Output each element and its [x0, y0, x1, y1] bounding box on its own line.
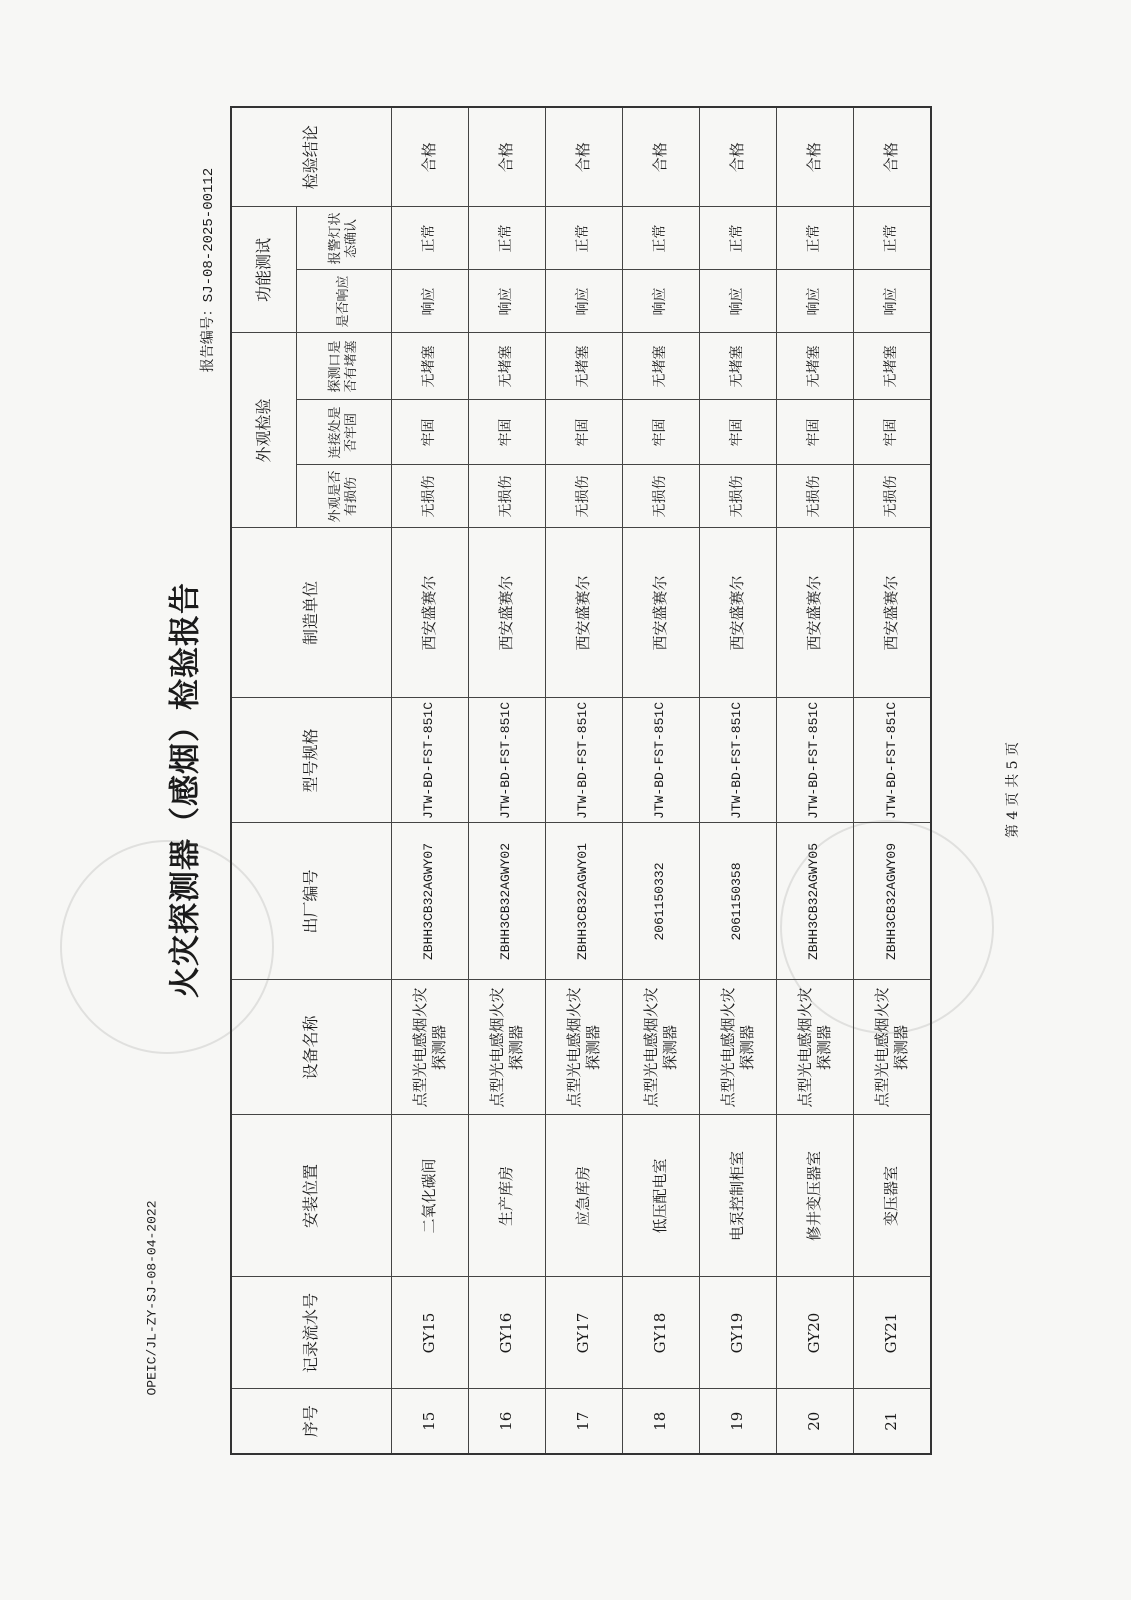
- cell-fn-response: 响应: [391, 270, 468, 333]
- cell-serial: ZBHH3CB32AGWY05: [776, 823, 853, 980]
- cell-app-damage: 无损伤: [391, 465, 468, 528]
- cell-fn-indicator: 正常: [776, 207, 853, 270]
- cell-record-no: GY20: [776, 1277, 853, 1389]
- cell-location: 低压配电室: [622, 1115, 699, 1277]
- cell-model: JTW-BD-FST-851C: [776, 698, 853, 823]
- cell-app-connection: 牢固: [468, 400, 545, 465]
- cell-app-damage: 无损伤: [468, 465, 545, 528]
- header-fn-indicator: 报警灯状态确认: [296, 207, 391, 270]
- cell-location: 修井变压器室: [776, 1115, 853, 1277]
- cell-app-damage: 无损伤: [776, 465, 853, 528]
- header-fn-response: 是否响应: [296, 270, 391, 333]
- cell-record-no: GY18: [622, 1277, 699, 1389]
- table-row: [622, 107, 699, 1454]
- cell-app-blocked: 无堵塞: [776, 333, 853, 400]
- page-number: 第 4 页 共 5 页: [1005, 741, 1021, 839]
- header-app-connection: 连接处是否牢固: [296, 400, 391, 465]
- header-function-group: 功能测试: [231, 207, 296, 333]
- cell-app-blocked: 无堵塞: [468, 333, 545, 400]
- cell-conclusion: 合格: [622, 107, 699, 207]
- cell-record-no: GY21: [853, 1277, 931, 1389]
- table-row: [468, 107, 545, 1454]
- cell-location: 生产库房: [468, 1115, 545, 1277]
- header-serial: 出厂编号: [231, 823, 391, 980]
- header-device-name: 设备名称: [231, 980, 391, 1115]
- cell-seq: 21: [853, 1389, 931, 1454]
- header-seq: 序号: [231, 1389, 391, 1454]
- cell-fn-response: 响应: [853, 270, 931, 333]
- cell-location: 二氧化碳间: [391, 1115, 468, 1277]
- cell-app-connection: 牢固: [545, 400, 622, 465]
- cell-seq: 16: [468, 1389, 545, 1454]
- cell-device-name: 点型光电感烟火灾探测器: [391, 980, 468, 1115]
- cell-record-no: GY16: [468, 1277, 545, 1389]
- cell-seq: 15: [391, 1389, 468, 1454]
- cell-app-connection: 牢固: [776, 400, 853, 465]
- table-row: [699, 107, 776, 1454]
- cell-model: JTW-BD-FST-851C: [391, 698, 468, 823]
- cell-serial: ZBHH3CB32AGWY02: [468, 823, 545, 980]
- cell-fn-response: 响应: [699, 270, 776, 333]
- table-row: [853, 107, 931, 1454]
- cell-serial: ZBHH3CB32AGWY09: [853, 823, 931, 980]
- header-conclusion: 检验结论: [231, 107, 391, 207]
- header-location: 安装位置: [231, 1115, 391, 1277]
- report-number: 报告编号：SJ-08-2025-00112: [201, 167, 217, 373]
- cell-device-name: 点型光电感烟火灾探测器: [622, 980, 699, 1115]
- cell-app-damage: 无损伤: [699, 465, 776, 528]
- cell-conclusion: 合格: [853, 107, 931, 207]
- cell-app-blocked: 无堵塞: [622, 333, 699, 400]
- cell-device-name: 点型光电感烟火灾探测器: [468, 980, 545, 1115]
- table-row: [545, 107, 622, 1454]
- cell-device-name: 点型光电感烟火灾探测器: [699, 980, 776, 1115]
- cell-location: 电泵控制柜室: [699, 1115, 776, 1277]
- table-row: [391, 107, 468, 1454]
- header-appearance-group: 外观检验: [231, 333, 296, 528]
- cell-app-damage: 无损伤: [622, 465, 699, 528]
- cell-seq: 17: [545, 1389, 622, 1454]
- header-record-no: 记录流水号: [231, 1277, 391, 1389]
- cell-model: JTW-BD-FST-851C: [699, 698, 776, 823]
- cell-model: JTW-BD-FST-851C: [622, 698, 699, 823]
- cell-serial: 2061150358: [699, 823, 776, 980]
- cell-seq: 20: [776, 1389, 853, 1454]
- cell-serial: ZBHH3CB32AGWY01: [545, 823, 622, 980]
- cell-location: 应急库房: [545, 1115, 622, 1277]
- cell-model: JTW-BD-FST-851C: [853, 698, 931, 823]
- cell-serial: ZBHH3CB32AGWY07: [391, 823, 468, 980]
- header-model: 型号规格: [231, 698, 391, 823]
- header-app-blocked: 探测口是否有堵塞: [296, 333, 391, 400]
- cell-app-connection: 牢固: [622, 400, 699, 465]
- cell-conclusion: 合格: [776, 107, 853, 207]
- cell-record-no: GY19: [699, 1277, 776, 1389]
- cell-manufacturer: 西安盛赛尔: [391, 528, 468, 698]
- cell-manufacturer: 西安盛赛尔: [545, 528, 622, 698]
- cell-record-no: GY17: [545, 1277, 622, 1389]
- cell-app-blocked: 无堵塞: [853, 333, 931, 400]
- cell-app-connection: 牢固: [699, 400, 776, 465]
- header-manufacturer: 制造单位: [231, 528, 391, 698]
- cell-fn-indicator: 正常: [468, 207, 545, 270]
- cell-model: JTW-BD-FST-851C: [545, 698, 622, 823]
- cell-seq: 18: [622, 1389, 699, 1454]
- cell-app-connection: 牢固: [391, 400, 468, 465]
- cell-manufacturer: 西安盛赛尔: [699, 528, 776, 698]
- cell-manufacturer: 西安盛赛尔: [853, 528, 931, 698]
- cell-fn-response: 响应: [776, 270, 853, 333]
- cell-app-damage: 无损伤: [545, 465, 622, 528]
- cell-location: 变压器室: [853, 1115, 931, 1277]
- inspection-table: [230, 106, 932, 1455]
- cell-device-name: 点型光电感烟火灾探测器: [853, 980, 931, 1115]
- cell-app-damage: 无损伤: [853, 465, 931, 528]
- cell-fn-indicator: 正常: [391, 207, 468, 270]
- cell-serial: 2061150332: [622, 823, 699, 980]
- cell-fn-response: 响应: [622, 270, 699, 333]
- cell-app-blocked: 无堵塞: [545, 333, 622, 400]
- cell-fn-response: 响应: [468, 270, 545, 333]
- cell-conclusion: 合格: [545, 107, 622, 207]
- cell-fn-indicator: 正常: [545, 207, 622, 270]
- cell-conclusion: 合格: [699, 107, 776, 207]
- cell-manufacturer: 西安盛赛尔: [468, 528, 545, 698]
- inspection-table-area: [230, 125, 930, 1455]
- cell-fn-indicator: 正常: [699, 207, 776, 270]
- cell-app-blocked: 无堵塞: [699, 333, 776, 400]
- cell-fn-indicator: 正常: [853, 207, 931, 270]
- table-row: [776, 107, 853, 1454]
- cell-model: JTW-BD-FST-851C: [468, 698, 545, 823]
- cell-device-name: 点型光电感烟火灾探测器: [545, 980, 622, 1115]
- cell-fn-response: 响应: [545, 270, 622, 333]
- cell-device-name: 点型光电感烟火灾探测器: [776, 980, 853, 1115]
- cell-app-connection: 牢固: [853, 400, 931, 465]
- header-app-damage: 外观是否有损伤: [296, 465, 391, 528]
- cell-manufacturer: 西安盛赛尔: [622, 528, 699, 698]
- page-title: 火灾探测器（感烟）检验报告: [167, 582, 204, 998]
- cell-fn-indicator: 正常: [622, 207, 699, 270]
- cell-app-blocked: 无堵塞: [391, 333, 468, 400]
- cell-conclusion: 合格: [468, 107, 545, 207]
- cell-conclusion: 合格: [391, 107, 468, 207]
- cell-seq: 19: [699, 1389, 776, 1454]
- cell-record-no: GY15: [391, 1277, 468, 1389]
- cell-manufacturer: 西安盛赛尔: [776, 528, 853, 698]
- document-code: OPEIC/JL-ZY-SJ-08-04-2022: [144, 1200, 160, 1396]
